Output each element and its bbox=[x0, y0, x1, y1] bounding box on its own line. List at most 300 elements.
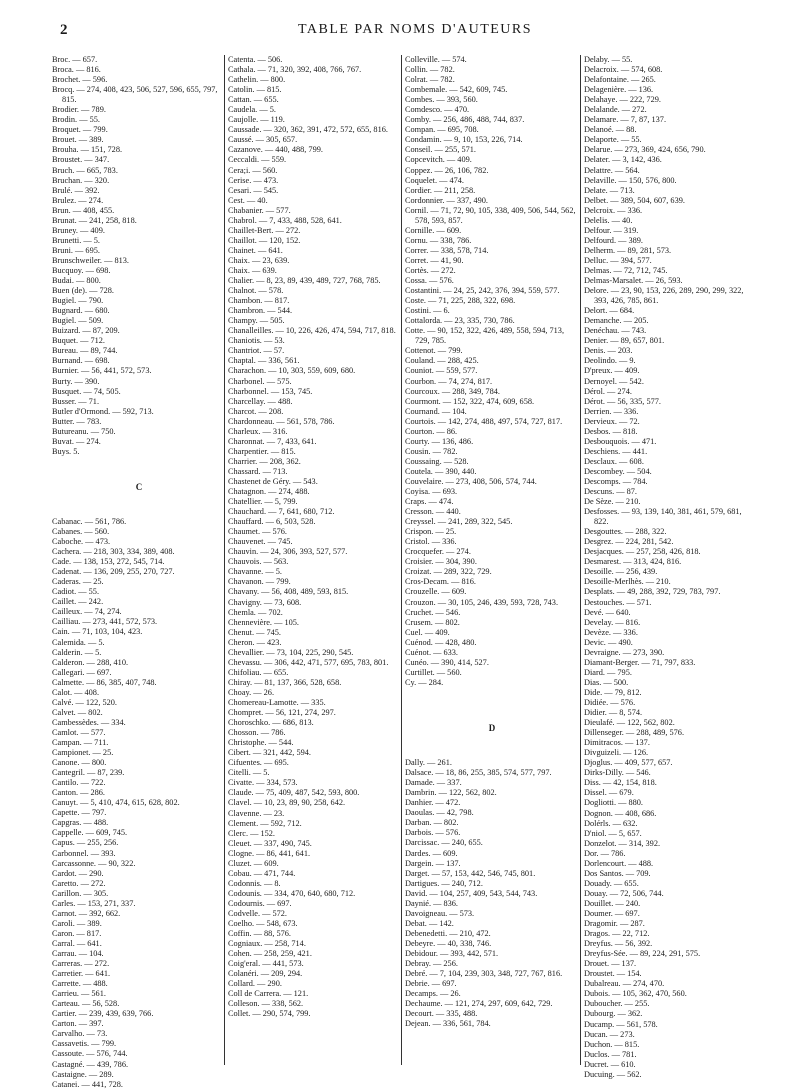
index-entry: Desbos. — 818. bbox=[584, 426, 638, 436]
index-entry: Castaigne. — 289. bbox=[52, 1069, 114, 1079]
index-entry: Coste. — 71, 225, 288, 322, 698. bbox=[405, 296, 516, 306]
index-entry: Coquelet. — 474. bbox=[405, 175, 464, 185]
index-entry: Dragos. — 22, 712. bbox=[584, 929, 650, 939]
index-entry: Cattan. — 655. bbox=[228, 95, 279, 105]
index-entry: Combemale. — 542, 609, 745. bbox=[405, 85, 508, 95]
index-entry: Chemla. — 702. bbox=[228, 607, 283, 617]
index-entry: Cassoute. — 576, 744. bbox=[52, 1049, 128, 1059]
index-entry: Bruney. — 409. bbox=[52, 225, 105, 235]
index-entry: Chalnot. — 578. bbox=[228, 286, 284, 296]
index-entry: Chantriot. — 57. bbox=[228, 346, 285, 356]
index-entry: Collard. — 290. bbox=[228, 979, 282, 989]
index-entry: Cros-Decam. — 816. bbox=[405, 577, 476, 587]
index-entry: Crusem. — 802. bbox=[405, 617, 460, 627]
index-entry: Coussaing. — 528. bbox=[405, 456, 469, 466]
index-entry: Dirks-Dilly. — 546. bbox=[584, 768, 651, 778]
index-entry: Delanoé. — 88. bbox=[584, 125, 637, 135]
index-entry: Cambessèdes. — 334. bbox=[52, 717, 126, 727]
index-entry: Cailleux. — 74, 274. bbox=[52, 607, 122, 617]
index-entry: Delate. — 713. bbox=[584, 185, 635, 195]
index-entry: Debenedetti. — 210, 472. bbox=[405, 928, 491, 938]
index-entry: Callegari. — 697. bbox=[52, 667, 112, 677]
index-entry: Bucquoy. — 698. bbox=[52, 265, 111, 275]
index-entry: Cathala. — 71, 320, 392, 408, 766, 767. bbox=[228, 65, 362, 75]
index-entry: Comby. — 256, 486, 488, 744, 837. bbox=[405, 115, 525, 125]
index-entry: Capette. — 797. bbox=[52, 808, 107, 818]
index-entry: Caudela. — 5. bbox=[228, 105, 276, 115]
index-entry: Conseil. — 255, 571. bbox=[405, 145, 476, 155]
index-entry: Carretier. — 641. bbox=[52, 969, 111, 979]
index-entry: Broca. — 816. bbox=[52, 65, 101, 75]
index-entry: Bugnard. — 680. bbox=[52, 306, 110, 316]
index-entry: Cantilo. — 722. bbox=[52, 778, 106, 788]
index-entry: Caillet. — 242. bbox=[52, 597, 104, 607]
index-entry: Cuénot. — 633. bbox=[405, 647, 459, 657]
index-entry: Delelis. — 40. bbox=[584, 215, 633, 225]
index-column-4 bbox=[584, 55, 758, 1080]
index-entry: Delore. — 23, 90, 153, 226, 289, 290, 299, 322, 393, 426, 785, 861. bbox=[584, 286, 744, 306]
index-entry: Carbonnel. — 393. bbox=[52, 848, 116, 858]
index-entry: Brunat. — 241, 258, 818. bbox=[52, 215, 137, 225]
index-entry: Clavenne. — 23. bbox=[228, 808, 285, 818]
index-entry: Debidour. — 393, 442, 571. bbox=[405, 948, 499, 958]
index-entry: Courcoux. — 288, 349, 784. bbox=[405, 386, 500, 396]
index-entry: Campionet. — 25. bbox=[52, 748, 114, 758]
index-entry: Derrien. — 336. bbox=[584, 406, 639, 416]
index-entry: Debrie. — 697. bbox=[405, 979, 457, 989]
spacer bbox=[405, 688, 579, 698]
index-entry: Chambon. — 817. bbox=[228, 296, 290, 306]
index-entry: Caron. — 817. bbox=[52, 928, 102, 938]
index-entry: Delalande. — 272. bbox=[584, 105, 647, 115]
index-entry: Delmas-Marsalet. — 26, 593. bbox=[584, 276, 683, 286]
index-entry: Butureanu. — 750. bbox=[52, 426, 116, 436]
index-entry: Darget. — 57, 153, 442, 546, 745, 801. bbox=[405, 868, 536, 878]
index-entry: Brulez. — 274. bbox=[52, 195, 104, 205]
index-entry: Dimitracos. — 137. bbox=[584, 738, 650, 748]
page-header bbox=[50, 22, 780, 42]
index-entry: Donzelot. — 314, 392. bbox=[584, 838, 661, 848]
index-entry: Denis. — 203. bbox=[584, 346, 633, 356]
index-entry: Delamare. — 7, 87, 137. bbox=[584, 115, 667, 125]
index-entry: Chevassu. — 306, 442, 471, 577, 695, 783, 801. bbox=[228, 657, 389, 667]
index-entry: Canone. — 800. bbox=[52, 758, 107, 768]
index-entry: Chardonneau. — 561, 578, 786. bbox=[228, 416, 335, 426]
index-entry: Ducret. — 610. bbox=[584, 1059, 636, 1069]
index-entry: Devraigne. — 273, 390. bbox=[584, 647, 665, 657]
index-entry: Chevallier. — 73, 104, 225, 290, 545. bbox=[228, 647, 354, 657]
index-entry: D'preux. — 409. bbox=[584, 366, 640, 376]
index-entry: Droustet. — 154. bbox=[584, 969, 642, 979]
index-entry: Chennevière. — 105. bbox=[228, 617, 299, 627]
index-entry: Cristol. — 336. bbox=[405, 537, 457, 547]
index-entry: Charonnat. — 7, 433, 641. bbox=[228, 436, 317, 446]
index-entry: Chenut. — 745. bbox=[228, 627, 282, 637]
index-entry: Duclos. — 781. bbox=[584, 1049, 637, 1059]
index-entry: Charcellay. — 488. bbox=[228, 396, 293, 406]
index-entry: Chaniotis. — 53. bbox=[228, 336, 285, 346]
index-entry: Divguizeli. — 126. bbox=[584, 748, 649, 758]
index-entry: Delcroix. — 336. bbox=[584, 205, 643, 215]
index-entry: Chauffard. — 6, 503, 528. bbox=[228, 517, 316, 527]
index-entry: Dartigues. — 240, 712. bbox=[405, 878, 483, 888]
index-column-1 bbox=[52, 55, 226, 1090]
index-entry: Carles. — 153, 271, 337. bbox=[52, 898, 136, 908]
index-entry: Catolin. — 815. bbox=[228, 85, 282, 95]
index-entry: Burnier. — 56, 441, 572, 573. bbox=[52, 366, 152, 376]
index-entry: Compan. — 695, 708. bbox=[405, 125, 479, 135]
index-entry: Crouzon. — 30, 105, 246, 439, 593, 728, 743. bbox=[405, 597, 559, 607]
index-entry: Dubois. — 105, 362, 470, 560. bbox=[584, 989, 687, 999]
index-entry: Cantegril. — 87, 239. bbox=[52, 768, 125, 778]
index-entry: Carillon. — 305. bbox=[52, 888, 109, 898]
index-entry: Destouches. — 571. bbox=[584, 597, 652, 607]
index-entry: Chauchard. — 7, 641, 680, 712. bbox=[228, 507, 335, 517]
index-entry: Caussé. — 305, 657. bbox=[228, 135, 298, 145]
index-entry: Buizard. — 87, 209. bbox=[52, 326, 120, 336]
index-entry: Brouet. — 389. bbox=[52, 135, 104, 145]
index-entry: Chalier. — 8, 23, 89, 439, 489, 727, 768, 785. bbox=[228, 276, 381, 286]
index-entry: Dardes. — 609. bbox=[405, 848, 458, 858]
index-entry: Dreyfus-Sée. — 89, 224, 291, 575. bbox=[584, 949, 701, 959]
index-entry: Douay. — 72, 506, 744. bbox=[584, 888, 664, 898]
spacer bbox=[405, 698, 579, 708]
index-entry: Colrat. — 782. bbox=[405, 75, 455, 85]
index-entry: Charbonnel. — 153, 745. bbox=[228, 386, 313, 396]
index-entry: Butter. — 783. bbox=[52, 416, 102, 426]
index-entry: Diamant-Berger. — 71, 797, 833. bbox=[584, 657, 696, 667]
index-entry: Cleuet. — 337, 490, 745. bbox=[228, 838, 312, 848]
index-entry: Carreras. — 272. bbox=[52, 959, 110, 969]
index-entry: Delaby. — 55. bbox=[584, 55, 633, 64]
index-entry: Cobau. — 471, 744. bbox=[228, 868, 296, 878]
index-entry: Champy. — 505. bbox=[228, 316, 285, 326]
index-entry: Didiée. — 576. bbox=[584, 698, 636, 707]
index-entry: Capgras. — 488. bbox=[52, 818, 109, 828]
section-letter: C bbox=[135, 481, 143, 492]
index-entry: Calderon. — 288, 410. bbox=[52, 657, 129, 667]
index-entry: Cordier. — 211, 258. bbox=[405, 185, 476, 195]
index-entry: Caujolle. — 119. bbox=[228, 115, 285, 125]
index-entry: Broc. — 657. bbox=[52, 55, 98, 64]
index-entry: Doumer. — 697. bbox=[584, 908, 640, 918]
index-entry: Develay. — 816. bbox=[584, 617, 641, 627]
index-entry: Charrier. — 208, 362. bbox=[228, 456, 301, 466]
index-entry: Dolérls. — 632. bbox=[584, 818, 638, 828]
index-entry: Cossa. — 576. bbox=[405, 276, 454, 286]
index-entry: Camlot. — 577. bbox=[52, 727, 106, 737]
index-entry: Claude. — 75, 409, 487, 542, 593, 800. bbox=[228, 788, 360, 798]
index-entry: Brocq. — 274, 408, 423, 506, 527, 596, 655, 797, 815. bbox=[52, 85, 218, 105]
index-entry: Chatellier. — 5, 799. bbox=[228, 497, 298, 507]
index-entry: Carrau. — 104. bbox=[52, 948, 104, 958]
spacer bbox=[405, 748, 579, 758]
index-entry: Dide. — 79, 812. bbox=[584, 687, 642, 697]
index-entry: Carteau. — 56, 528. bbox=[52, 999, 120, 1009]
index-entry: Cassavetis. — 799. bbox=[52, 1039, 117, 1049]
index-entry: Crocquefer. — 274. bbox=[405, 547, 471, 557]
index-entry: Buen (de). — 728. bbox=[52, 286, 114, 296]
index-entry: Deschiens. — 441. bbox=[584, 446, 648, 456]
index-entry: Buquet. — 712. bbox=[52, 336, 106, 346]
spacer bbox=[52, 457, 226, 467]
index-entry: Ducuing. — 562. bbox=[584, 1069, 642, 1079]
index-entry: Cresson. — 440. bbox=[405, 507, 461, 517]
index-entry: Codvelle. — 572. bbox=[228, 908, 287, 918]
index-entry: Costantini. — 24, 25, 242, 376, 394, 559, 577. bbox=[405, 286, 560, 296]
index-entry: Chifoliau. — 655. bbox=[228, 667, 289, 677]
index-entry: Dalsace. — 18, 86, 255, 385, 574, 577, 797. bbox=[405, 768, 552, 778]
index-entry: Clogne. — 86, 441, 641. bbox=[228, 848, 311, 858]
index-entry: Clerc. — 152. bbox=[228, 828, 276, 838]
index-entry: Dargein. — 137. bbox=[405, 858, 461, 868]
index-entry: Christophe. — 544. bbox=[228, 738, 294, 748]
index-entry: Descomps. — 784. bbox=[584, 476, 648, 486]
index-entry: Costini. — 6. bbox=[405, 306, 450, 316]
index-entry: Dorlencourt. — 488. bbox=[584, 858, 654, 868]
index-entry: Codonnis. — 8. bbox=[228, 878, 281, 888]
index-entry: Chabanier. — 577. bbox=[228, 205, 291, 215]
index-entry: Cournand. — 104. bbox=[405, 406, 467, 416]
index-entry: Carcassonne. — 90, 322. bbox=[52, 858, 136, 868]
index-entry: Burnand. — 698. bbox=[52, 356, 110, 366]
index-entry: Chassard. — 713. bbox=[228, 466, 288, 476]
index-entry: Calemida. — 5. bbox=[52, 637, 105, 647]
index-entry: Campan. — 711. bbox=[52, 738, 109, 747]
index-entry: Chomereau-Lamotte. — 335. bbox=[228, 698, 326, 707]
index-entry: Craps. — 474. bbox=[405, 497, 454, 507]
index-entry: Chauvin. — 24, 306, 393, 527, 577. bbox=[228, 547, 348, 557]
index-entry: Bureau. — 89, 744. bbox=[52, 346, 118, 356]
index-entry: Chavanon. — 799. bbox=[228, 577, 291, 587]
index-entry: Ducamp. — 561, 578. bbox=[584, 1019, 658, 1029]
index-entry: Dubalreau. — 274, 470. bbox=[584, 979, 665, 989]
index-entry: Delfour. — 319. bbox=[584, 225, 639, 235]
index-entry: Brodier. — 789. bbox=[52, 105, 106, 115]
index-entry: Cotte. — 90, 152, 322, 426, 489, 558, 594, 713, 729, 785. bbox=[405, 326, 565, 346]
index-entry: Debat. — 142. bbox=[405, 918, 454, 928]
index-entry: Budai. — 800. bbox=[52, 276, 101, 286]
index-entry: Bruch. — 665, 783. bbox=[52, 165, 118, 175]
index-entry: Diss. — 42, 154, 818. bbox=[584, 778, 657, 788]
index-entry: Couvelaire. — 273, 408, 506, 574, 744. bbox=[405, 476, 537, 486]
index-entry: Broquet. — 799. bbox=[52, 125, 108, 135]
index-entry: Cain. — 71, 103, 104, 423. bbox=[52, 627, 143, 637]
index-entry: Cottenot. — 799. bbox=[405, 346, 463, 356]
index-entry: Cuénod. — 428, 480. bbox=[405, 637, 477, 647]
index-entry: Cuel. — 409. bbox=[405, 627, 450, 637]
index-entry: Cordonnier. — 337, 490. bbox=[405, 195, 488, 205]
index-entry: Coyisa. — 693. bbox=[405, 487, 458, 497]
index-entry: Carral. — 641. bbox=[52, 938, 102, 948]
index-entry: Cohen. — 258, 259, 421. bbox=[228, 949, 312, 959]
index-entry: Brochet. — 596. bbox=[52, 75, 108, 85]
index-entry: Duboucher. — 255. bbox=[584, 999, 650, 1009]
index-entry: Charbonel. — 575. bbox=[228, 376, 292, 386]
index-entry: Chauvois. — 563. bbox=[228, 557, 289, 567]
index-entry: Chompret. — 56, 121, 274, 297. bbox=[228, 708, 336, 718]
page-title: TABLE PAR NOMS D'AUTEURS bbox=[297, 22, 533, 37]
index-entry: Chainet. — 641. bbox=[228, 245, 283, 255]
index-entry: Desjacques. — 257, 258, 426, 818. bbox=[584, 547, 701, 557]
index-entry: Darcissac. — 240, 655. bbox=[405, 838, 483, 848]
index-entry: Brouha. — 151, 728. bbox=[52, 145, 123, 155]
index-entry: Cogniaux. — 258, 714. bbox=[228, 939, 306, 949]
index-entry: Coffin. — 88, 576. bbox=[228, 929, 291, 939]
index-entry: Delattre. — 564. bbox=[584, 165, 640, 175]
index-entry: Choroschko. — 686, 813. bbox=[228, 718, 314, 728]
index-entry: Colleson. — 338, 562. bbox=[228, 999, 304, 1009]
index-entry: Charachon. — 10, 303, 559, 609, 680. bbox=[228, 366, 356, 376]
index-entry: Desfosses. — 93, 139, 140, 381, 461, 579, 681, 822. bbox=[584, 507, 742, 527]
index-entry: Catenta. — 506. bbox=[228, 55, 283, 64]
index-entry: Caroli. — 389. bbox=[52, 918, 102, 928]
index-entry: Descuns. — 87. bbox=[584, 487, 638, 497]
index-entry: Bugiel. — 509. bbox=[52, 316, 104, 326]
index-entry: Dérot. — 56, 335, 577. bbox=[584, 396, 661, 406]
index-entry: Chatagnon. — 274, 488. bbox=[228, 487, 310, 497]
index-entry: Civatte. — 334, 573. bbox=[228, 778, 298, 788]
index-entry: Daoulas. — 42, 798. bbox=[405, 808, 474, 818]
index-entry: Calderin. — 5. bbox=[52, 647, 102, 657]
index-entry: Cesari. — 545. bbox=[228, 185, 279, 195]
index-entry: Chosson. — 786. bbox=[228, 728, 286, 738]
index-entry: Broustet. — 347. bbox=[52, 155, 110, 165]
index-entry: Dragomir. — 287. bbox=[584, 919, 645, 929]
index-entry: Busquet. — 74, 505. bbox=[52, 386, 121, 396]
index-entry: Correr. — 338, 578, 714. bbox=[405, 245, 489, 255]
index-entry: Cest. — 40. bbox=[228, 195, 268, 205]
index-entry: Croisier. — 304, 390. bbox=[405, 557, 477, 567]
index-entry: Decourt. — 335, 488. bbox=[405, 1009, 478, 1019]
index-entry: Didier. — 8, 574. bbox=[584, 708, 643, 718]
index-entry: Cruchet. — 546. bbox=[405, 607, 461, 617]
index-entry: Dejean. — 336, 561, 784. bbox=[405, 1019, 491, 1029]
index-entry: Delort. — 684. bbox=[584, 306, 635, 316]
index-entry: Caderas. — 25. bbox=[52, 577, 104, 587]
index-entry: Coll de Carrera. — 121. bbox=[228, 989, 309, 999]
index-entry: Ceccaldi. — 559. bbox=[228, 155, 287, 165]
index-entry: Delater. — 3, 142, 436. bbox=[584, 155, 662, 165]
index-entry: Couniot. — 559, 577. bbox=[405, 366, 478, 376]
index-entry: Couland. — 288, 425. bbox=[405, 356, 479, 366]
column-rule bbox=[580, 55, 581, 1065]
index-column-2 bbox=[228, 55, 402, 1020]
index-entry: Chavany. — 56, 408, 489, 593, 815. bbox=[228, 587, 349, 597]
index-entry: Canuyt. — 5, 410, 474, 615, 628, 802. bbox=[52, 798, 180, 808]
index-entry: Descombey. — 504. bbox=[584, 466, 652, 476]
index-entry: Brunetti. — 5. bbox=[52, 235, 100, 245]
index-entry: Collet. — 290, 574, 799. bbox=[228, 1009, 311, 1019]
index-entry: Chaix. — 639. bbox=[228, 265, 277, 275]
index-entry: Cornille. — 609. bbox=[405, 225, 462, 235]
index-entry: Dieulafé. — 122, 562, 802. bbox=[584, 718, 675, 728]
index-entry: Dias. — 500. bbox=[584, 677, 629, 687]
index-entry: Castagné. — 439, 786. bbox=[52, 1059, 129, 1069]
index-entry: Cousin. — 782. bbox=[405, 446, 458, 456]
index-entry: Busser. — 71. bbox=[52, 396, 100, 406]
index-entry: Delmas. — 72, 712, 745. bbox=[584, 265, 668, 275]
index-entry: Chambron. — 544. bbox=[228, 306, 293, 316]
index-entry: Demanche. — 205. bbox=[584, 316, 649, 326]
index-entry: Calvé. — 122, 520. bbox=[52, 697, 117, 707]
index-entry: Debray. — 256. bbox=[405, 959, 458, 969]
index-entry: Catanei. — 441, 728. bbox=[52, 1079, 123, 1089]
index-entry: Cartier. — 239, 439, 639, 766. bbox=[52, 1009, 154, 1019]
index-entry: Delfourd. — 389. bbox=[584, 235, 643, 245]
index-entry: Delaporte. — 55. bbox=[584, 135, 642, 145]
index-entry: Carton. — 397. bbox=[52, 1019, 104, 1029]
index-entry: Brulé. — 392. bbox=[52, 185, 100, 195]
index-entry: Bugiel. — 790. bbox=[52, 296, 104, 306]
index-entry: Djoglus. — 409, 577, 657. bbox=[584, 758, 673, 768]
index-entry: Devèze. — 336. bbox=[584, 627, 638, 637]
index-entry: Corret. — 41, 90. bbox=[405, 255, 464, 265]
index-entry: Dally. — 261. bbox=[405, 758, 452, 768]
index-entry: Delagenière. — 136. bbox=[584, 85, 654, 95]
index-entry: Buvat. — 274. bbox=[52, 436, 101, 446]
index-entry: Cornu. — 338, 786. bbox=[405, 235, 472, 245]
index-entry: Desgouttes. — 288, 322. bbox=[584, 527, 667, 537]
index-entry: Cifuentes. — 695. bbox=[228, 758, 289, 768]
index-entry: Courbon. — 74, 274, 817. bbox=[405, 376, 493, 386]
index-entry: Dervieux. — 72. bbox=[584, 416, 640, 426]
index-entry: Cappelle. — 609, 745. bbox=[52, 828, 128, 838]
index-entry: Carnot. — 392, 662. bbox=[52, 908, 121, 918]
index-entry: Caboche. — 473. bbox=[52, 537, 111, 547]
index-entry: Chanalleilles. — 10, 226, 426, 474, 594, 717, 818. bbox=[228, 326, 396, 336]
index-entry: Cera;i. — 560. bbox=[228, 165, 278, 175]
index-entry: Chaptal. — 336, 561. bbox=[228, 356, 300, 366]
index-entry: Clement. — 592, 712. bbox=[228, 818, 302, 828]
index-entry: Denéchau. — 743. bbox=[584, 326, 647, 336]
index-entry: Delacroix. — 574, 608. bbox=[584, 65, 663, 75]
index-entry: Chabrol. — 7, 433, 488, 528, 641. bbox=[228, 215, 342, 225]
index-column-3 bbox=[405, 55, 579, 1029]
index-entry: Clavel. — 10, 23, 89, 90, 258, 642. bbox=[228, 798, 346, 808]
index-entry: Capus. — 255, 256. bbox=[52, 838, 119, 848]
index-entry: Charleux. — 316. bbox=[228, 426, 288, 436]
index-entry: Cade. — 138, 153, 272, 545, 714. bbox=[52, 557, 165, 567]
index-entry: Dissel. — 679. bbox=[584, 788, 634, 798]
index-entry: Cheron. — 423. bbox=[228, 637, 282, 647]
index-entry: Brunschweiler. — 813. bbox=[52, 255, 129, 265]
index-entry: Collin. — 782. bbox=[405, 65, 455, 75]
index-entry: Cailliau. — 273, 441, 572, 573. bbox=[52, 617, 158, 627]
index-entry: Desgrez. — 224, 281, 542. bbox=[584, 537, 674, 547]
index-entry: Brun. — 408, 455. bbox=[52, 205, 115, 215]
index-entry: Denier. — 89, 657, 801. bbox=[584, 336, 665, 346]
index-entry: Cazanove. — 440, 488, 799. bbox=[228, 145, 323, 155]
index-entry: Citelli. — 5. bbox=[228, 768, 270, 778]
index-entry: Choay. — 26. bbox=[228, 687, 275, 697]
index-entry: Daynié. — 836. bbox=[405, 898, 458, 908]
index-entry: Cornil. — 71, 72, 90, 105, 338, 409, 506, 544, 562, 578, 593, 857. bbox=[405, 205, 576, 225]
index-entry: Desoille-Merlhès. — 210. bbox=[584, 577, 671, 587]
spacer bbox=[52, 507, 226, 517]
index-entry: De Sèze. — 210. bbox=[584, 497, 641, 507]
index-entry: Crispon. — 25. bbox=[405, 527, 457, 537]
index-entry: Courton. — 86. bbox=[405, 426, 458, 436]
index-entry: Cerise. — 473. bbox=[228, 175, 279, 185]
index-entry: Croizat. — 289, 322, 729. bbox=[405, 567, 492, 577]
index-entry: Cabanes. — 560. bbox=[52, 527, 110, 537]
index-entry: Delherm. — 89, 281, 573. bbox=[584, 245, 672, 255]
index-entry: Bruni. — 695. bbox=[52, 245, 100, 255]
index-entry: Dognon. — 408, 686. bbox=[584, 808, 657, 818]
index-entry: Desbouquois. — 471. bbox=[584, 436, 657, 446]
index-entry: Combes. — 393, 560. bbox=[405, 95, 478, 105]
